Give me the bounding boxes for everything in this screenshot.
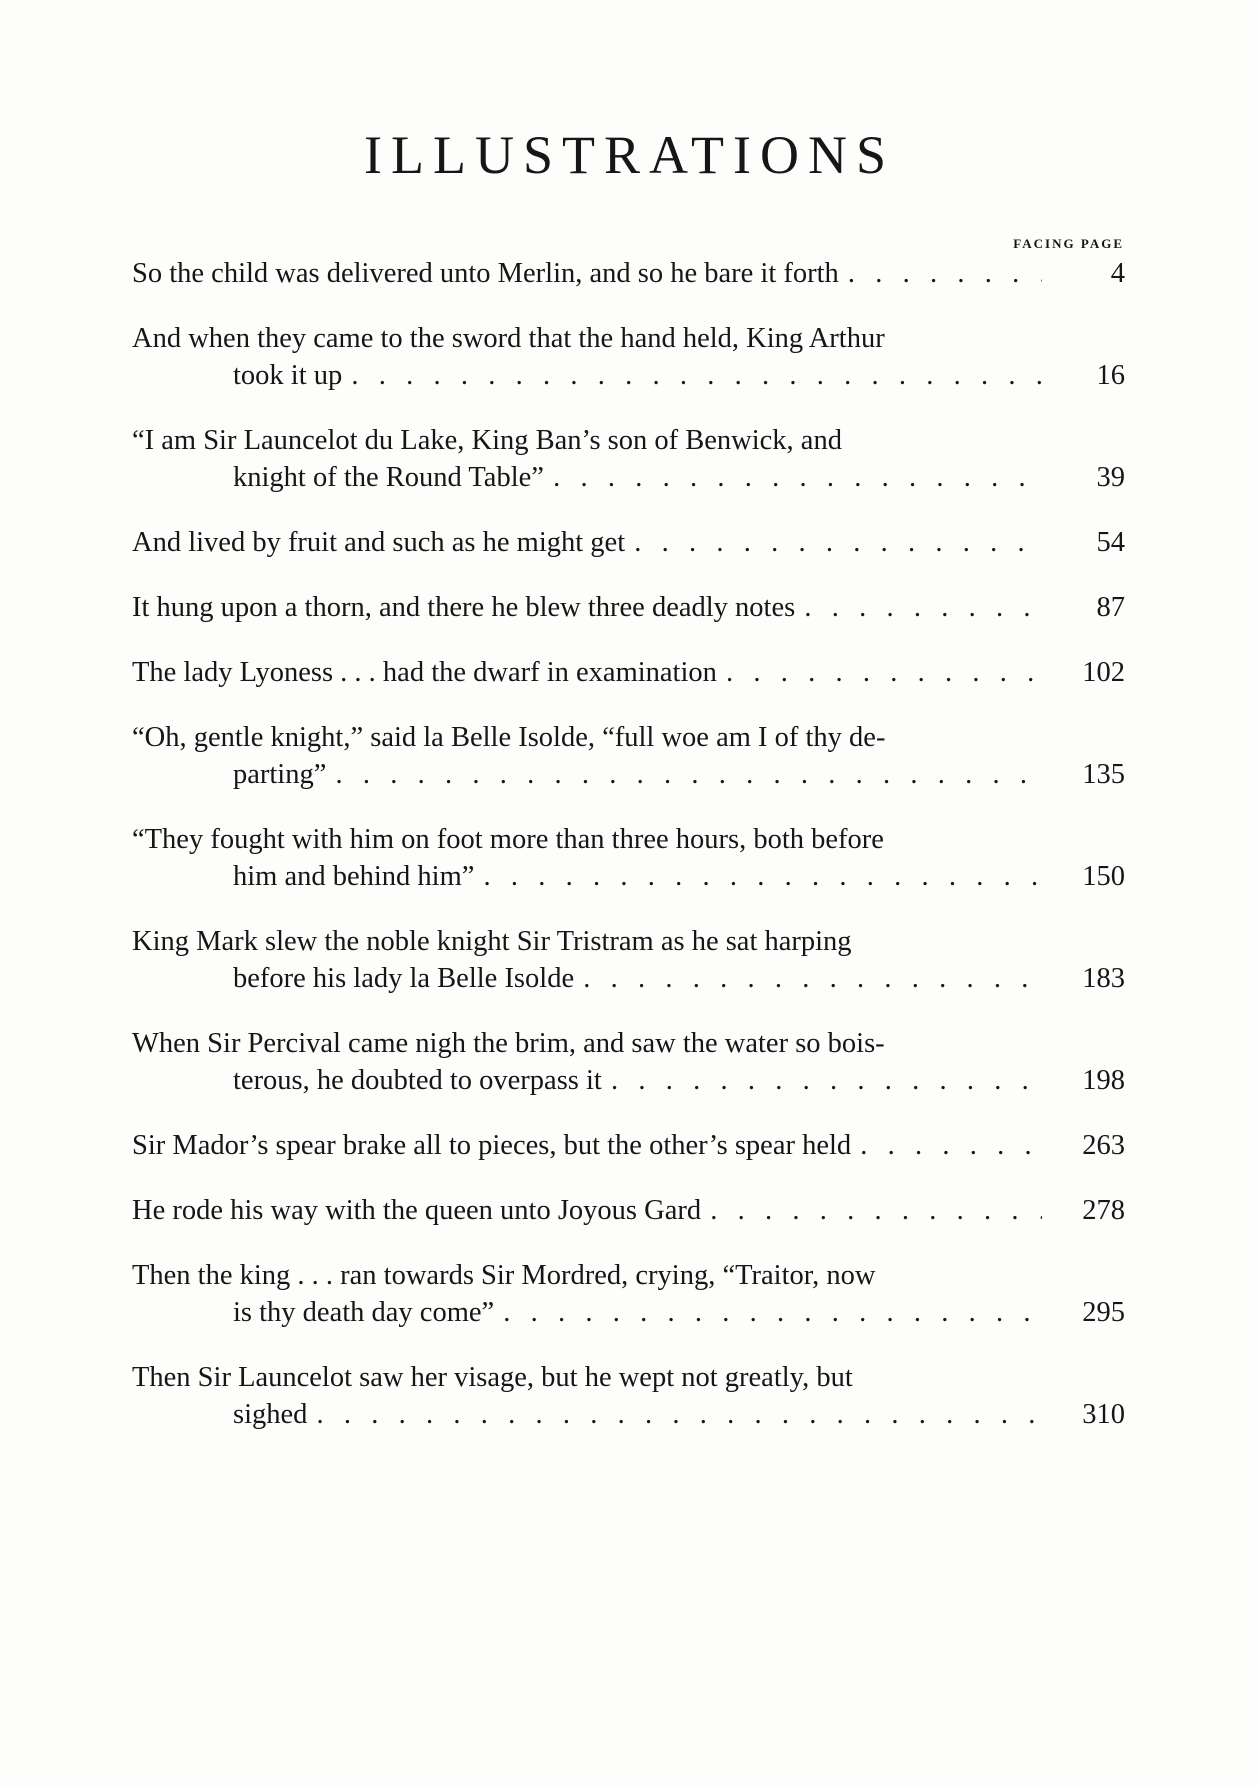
dot-leader (342, 360, 1042, 391)
dot-leader (307, 1399, 1042, 1430)
entry-caption-line (132, 589, 1042, 626)
illustration-entry (132, 821, 1125, 895)
entry-caption-text: him and behind him” (233, 861, 475, 892)
entry-page-number: 183 (1082, 963, 1125, 994)
entry-caption-text: took it up (233, 360, 343, 391)
entry-caption-continuation (132, 1062, 1042, 1099)
entry-caption-text: “Oh, gentle knight,” said la Belle Isolde, “full woe am I of thy de- (132, 722, 886, 753)
entry-caption-text: So the child was delivered unto Merlin, and so he bare it forth (132, 258, 839, 289)
entry-caption-line (132, 1192, 1042, 1229)
dot-leader (574, 963, 1042, 994)
illustration-entry (132, 719, 1125, 793)
entry-caption-text: When Sir Percival came nigh the brim, and saw the water so bois- (132, 1028, 885, 1059)
illustration-entry (132, 1127, 1125, 1164)
entry-caption-text: before his lady la Belle Isolde (233, 963, 575, 994)
entry-caption-text: “They fought with him on foot more than three hours, both before (132, 824, 884, 855)
illustration-entry (132, 1025, 1125, 1099)
illustration-entry (132, 589, 1125, 626)
entry-caption-line (132, 719, 1042, 756)
dot-leader (602, 1065, 1042, 1096)
entry-page-number: 295 (1082, 1297, 1125, 1328)
entry-caption-text: is thy death day come” (233, 1297, 495, 1328)
entry-caption-continuation (132, 756, 1042, 793)
illustration-entry (132, 1257, 1125, 1331)
entry-caption-continuation (132, 960, 1042, 997)
entry-caption-line (132, 524, 1042, 561)
entry-caption-line (132, 1025, 1042, 1062)
illustration-entry (132, 255, 1125, 292)
facing-page-header: FACING PAGE (1013, 236, 1124, 251)
entry-caption-line (132, 1359, 1042, 1396)
entry-caption-text: knight of the Round Table” (233, 462, 544, 493)
entry-caption-text: King Mark slew the noble knight Sir Tristram as he sat harping (132, 926, 852, 957)
entry-caption-text: Then Sir Launcelot saw her visage, but he wept not greatly, but (132, 1362, 853, 1393)
illustration-entry (132, 320, 1125, 394)
dot-leader (474, 861, 1042, 892)
entry-caption-text: And lived by fruit and such as he might get (132, 527, 626, 558)
entry-page-number: 16 (1096, 360, 1125, 391)
illustration-entry (132, 1359, 1125, 1433)
entry-caption-text: The lady Lyoness . . . had the dwarf in examination (132, 657, 717, 688)
entry-page-number: 310 (1082, 1399, 1125, 1430)
dot-leader (701, 1195, 1042, 1226)
illustration-entry (132, 654, 1125, 691)
entry-caption-line (132, 320, 1042, 357)
entry-caption-line (132, 654, 1042, 691)
entry-page-number: 87 (1096, 592, 1125, 623)
entry-caption-line (132, 821, 1042, 858)
dot-leader (544, 462, 1042, 493)
dot-leader (851, 1130, 1042, 1161)
dot-leader (326, 759, 1042, 790)
illustration-entry (132, 923, 1125, 997)
entry-page-number: 278 (1082, 1195, 1125, 1226)
entry-caption-text: It hung upon a thorn, and there he blew three deadly notes (132, 592, 796, 623)
dot-leader (494, 1297, 1042, 1328)
entry-caption-text: sighed (233, 1399, 308, 1430)
entry-caption-text: “I am Sir Launcelot du Lake, King Ban’s son of Benwick, and (132, 425, 842, 456)
entry-caption-line (132, 422, 1042, 459)
entry-caption-text: Then the king . . . ran towards Sir Mordred, crying, “Traitor, now (132, 1260, 876, 1291)
entry-caption-line (132, 923, 1042, 960)
entry-caption-continuation (132, 357, 1042, 394)
illustration-entry (132, 524, 1125, 561)
entry-page-number: 54 (1096, 527, 1125, 558)
illustration-entry (132, 422, 1125, 496)
entry-page-number: 150 (1082, 861, 1125, 892)
entry-caption-text: parting” (233, 759, 327, 790)
entry-page-number: 39 (1096, 462, 1125, 493)
page-title: ILLUSTRATIONS (364, 125, 895, 185)
entry-page-number: 135 (1082, 759, 1125, 790)
entry-caption-line (132, 1127, 1042, 1164)
dot-leader (839, 258, 1042, 289)
dot-leader (625, 527, 1042, 558)
entry-page-number: 4 (1110, 258, 1125, 289)
entry-caption-continuation (132, 459, 1042, 496)
entry-caption-text: He rode his way with the queen unto Joyous Gard (132, 1195, 702, 1226)
entry-page-number: 263 (1082, 1130, 1125, 1161)
entry-caption-text: Sir Mador’s spear brake all to pieces, but the other’s spear held (132, 1130, 852, 1161)
illustration-entry (132, 1192, 1125, 1229)
entry-caption-continuation (132, 858, 1042, 895)
entry-page-number: 198 (1082, 1065, 1125, 1096)
illustrations-list (132, 255, 1125, 1433)
entry-caption-continuation (132, 1396, 1042, 1433)
entry-caption-line (132, 255, 1042, 292)
entry-caption-line (132, 1257, 1042, 1294)
entry-caption-text: terous, he doubted to overpass it (233, 1065, 602, 1096)
dot-leader (795, 592, 1042, 623)
dot-leader (717, 657, 1042, 688)
entry-caption-text: And when they came to the sword that the hand held, King Arthur (132, 323, 885, 354)
entry-page-number: 102 (1082, 657, 1125, 688)
entry-caption-continuation (132, 1294, 1042, 1331)
